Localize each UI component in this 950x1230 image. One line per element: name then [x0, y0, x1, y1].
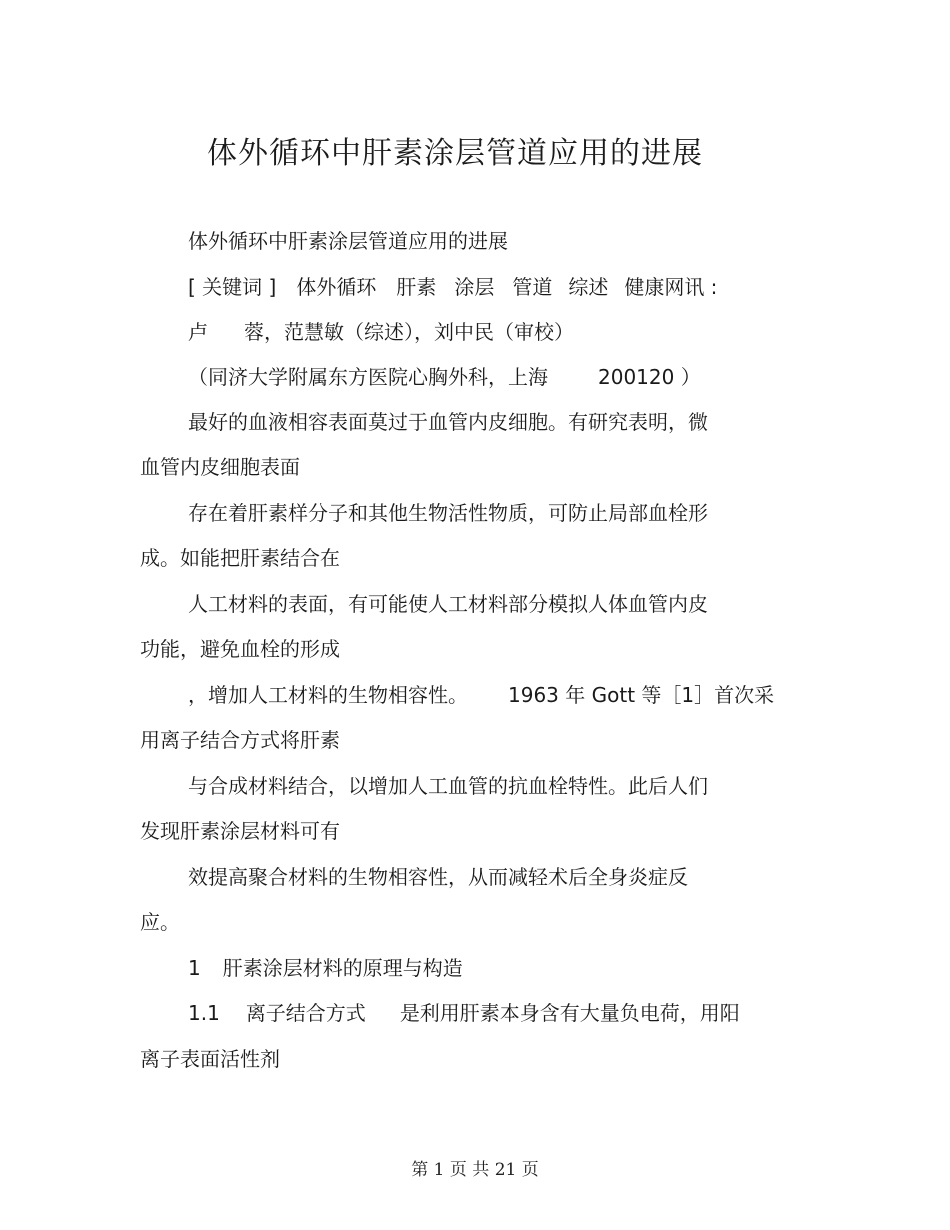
paragraph-line: 最好的血液相容表面莫过于血管内皮细胞。有研究表明，微 [188, 410, 708, 434]
paragraph-line: 成。如能把肝素结合在 [140, 546, 340, 570]
paragraph-line: 离子表面活性剂 [140, 1047, 280, 1071]
source-label: 健康网讯 : [624, 275, 718, 299]
paragraph-line: 用离子结合方式将肝素 [140, 728, 340, 752]
paragraph-line: 发现肝素涂层材料可有 [140, 819, 340, 843]
paragraph-line: 应。 [140, 910, 180, 934]
paragraph-line: 功能，避免血栓的形成 [140, 637, 340, 661]
paragraph-line: 存在着肝素样分子和其他生物活性物质，可防止局部血栓形 [188, 501, 708, 525]
keywords-line [188, 274, 717, 300]
keyword: 肝素 [396, 275, 437, 299]
document-title: 体外循环中肝素涂层管道应用的进展 [207, 136, 703, 171]
paragraph-line: 人工材料的表面，有可能使人工材料部分模拟人体血管内皮 [188, 592, 708, 616]
keyword: 体外循环 [296, 275, 377, 299]
keyword: 综述 [568, 275, 609, 299]
paragraph-line: ，增加人工材料的生物相容性。 1963 年 Gott 等［1］首次采 [188, 683, 775, 707]
section-number: 1 [188, 956, 201, 980]
keywords-label: [ 关键词 ] [188, 275, 277, 299]
section-heading [188, 955, 463, 981]
keyword: 管道 [512, 275, 553, 299]
authors-line: 卢 蓉，范慧敏（综述），刘中民（审校） [188, 320, 574, 344]
section-title: 肝素涂层材料的原理与构造 [222, 956, 463, 980]
paragraph-line: 血管内皮细胞表面 [140, 455, 300, 479]
paragraph-line: 效提高聚合材料的生物相容性，从而减轻术后全身炎症反 [188, 865, 688, 889]
keyword: 涂层 [454, 275, 495, 299]
paragraph-line: 体外循环中肝素涂层管道应用的进展 [188, 229, 508, 253]
page-footer: 第 1 页 共 21 页 [411, 1160, 539, 1180]
paragraph-line: 与合成材料结合，以增加人工血管的抗血栓特性。此后人们 [188, 774, 708, 798]
subsection-number: 1.1 [188, 1001, 220, 1025]
affiliation-line: （同济大学附属东方医院心胸外科，上海 200120 ） [188, 365, 701, 389]
subsection-line: 1.1 离子结合方式 是利用肝素本身含有大量负电荷，用阳 [188, 1001, 740, 1025]
subsection-title: 离子结合方式 [245, 1001, 366, 1025]
